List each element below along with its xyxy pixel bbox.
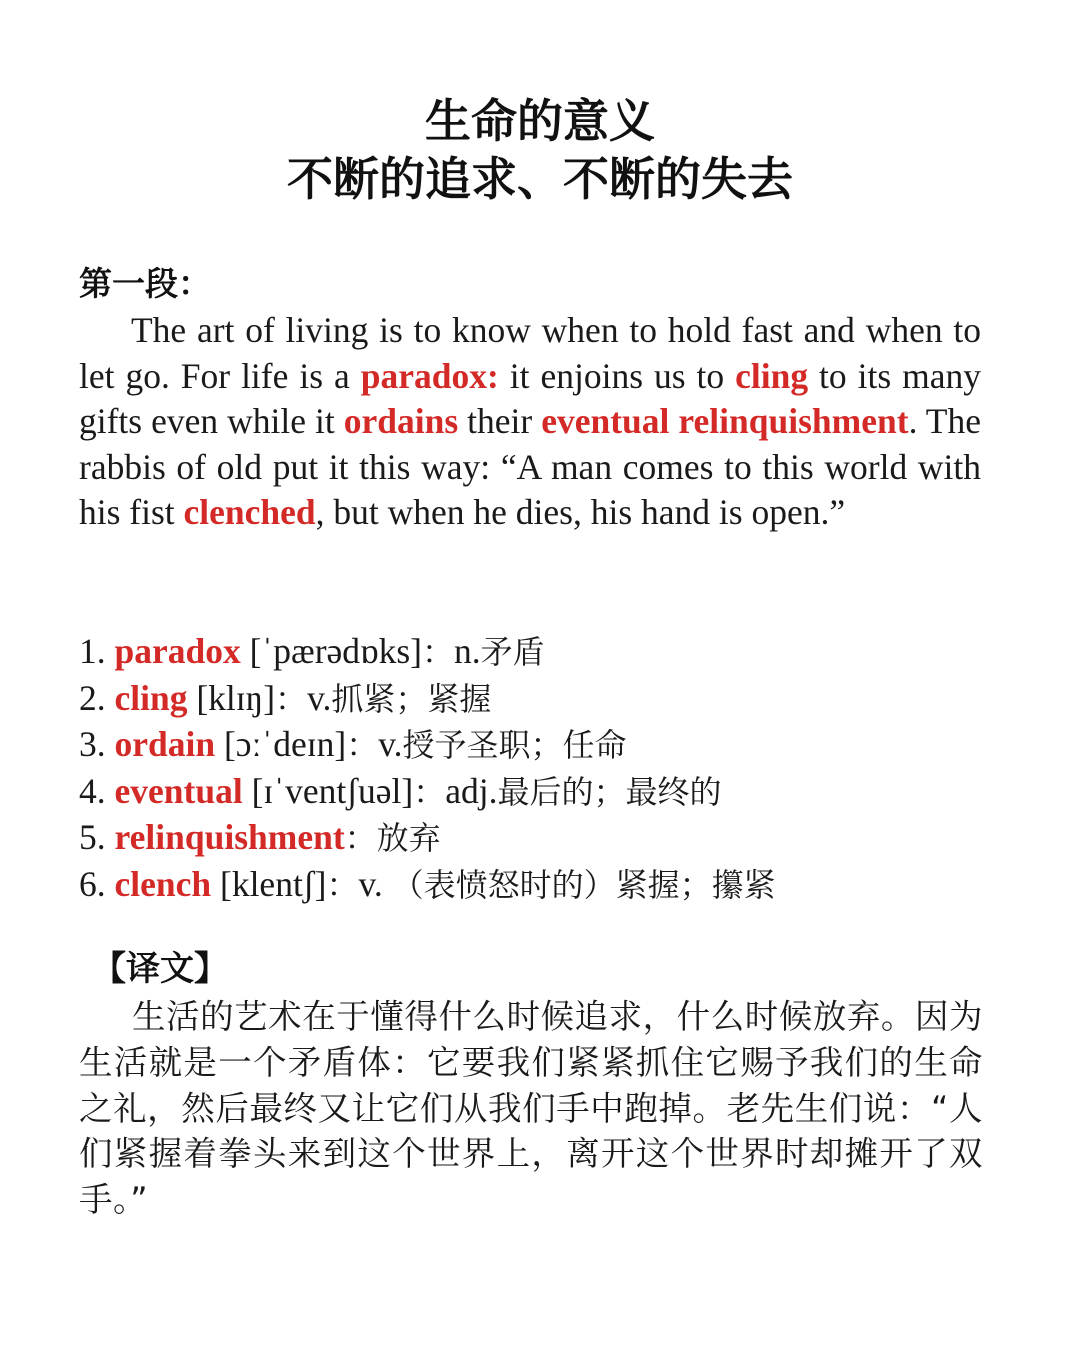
vocab-separator: ： xyxy=(346,726,379,765)
keyword-ordains: ordains xyxy=(343,401,459,442)
vocab-phonetic: [klɪŋ] xyxy=(187,677,276,718)
vocab-phonetic: [ˈpærədɒks] xyxy=(240,631,422,671)
page-title xyxy=(0,92,1080,208)
vocab-definition: 抓紧；紧握 xyxy=(331,679,492,718)
vocab-item xyxy=(79,676,999,723)
vocab-separator: ： xyxy=(344,819,377,858)
vocab-word: ordain xyxy=(114,724,216,765)
vocab-pos: n. xyxy=(454,631,481,671)
vocab-phonetic: [ɪˈventʃuəl] xyxy=(242,770,414,811)
translation-label: 【译文】 xyxy=(92,949,228,989)
vocab-number: 3. xyxy=(79,724,115,765)
vocab-definition: （表愤怒时的）紧握；攥紧 xyxy=(391,865,776,904)
vocab-item xyxy=(79,769,999,816)
title-line-1: 生命的意义 xyxy=(425,94,655,148)
vocab-separator: ： xyxy=(326,865,359,904)
vocab-definition: 最后的；最终的 xyxy=(497,772,722,811)
paragraph-text: , but when he dies, his hand is open.” xyxy=(315,492,846,533)
vocab-number: 6. xyxy=(79,863,115,904)
vocab-number: 5. xyxy=(79,817,115,858)
vocab-item xyxy=(79,629,999,676)
vocab-item xyxy=(79,815,999,862)
vocab-phonetic: [ɔːˈdeɪn] xyxy=(215,724,347,765)
vocab-word: cling xyxy=(114,677,188,718)
keyword-clenched: clenched xyxy=(183,492,316,533)
paragraph-text: The art of living is to know when to hold fast and when to let go. For life is a xyxy=(79,310,981,396)
paragraph-text: . The rabbis of old put it this way: “A man comes to this world with his fist xyxy=(79,401,981,533)
vocab-number: 1. xyxy=(79,631,115,671)
vocab-word: relinquishment xyxy=(114,817,345,858)
vocab-pos: adj. xyxy=(445,770,498,811)
vocab-pos: v. xyxy=(307,677,332,718)
vocab-definition: 矛盾 xyxy=(480,633,545,671)
vocab-separator: ： xyxy=(413,772,446,811)
vocab-separator: ： xyxy=(275,679,308,718)
keyword-cling: cling xyxy=(735,355,809,396)
vocab-word: eventual xyxy=(114,770,243,811)
vocab-definition: 放弃 xyxy=(376,819,441,858)
section-label: 第一段： xyxy=(79,264,211,303)
vocab-number: 2. xyxy=(79,677,115,718)
paragraph-text: their xyxy=(458,401,542,442)
vocab-pos: v. xyxy=(358,863,392,904)
keyword-eventual-relinquishment: eventual relinquishment xyxy=(541,401,909,442)
keyword-paradox: paradox: xyxy=(360,355,499,396)
vocab-definition: 授予圣职；任命 xyxy=(402,726,627,765)
vocabulary-list xyxy=(79,629,999,909)
vocab-item xyxy=(79,862,999,909)
paragraph-text: it enjoins us to xyxy=(498,355,736,396)
vocab-pos: v. xyxy=(378,724,403,765)
translation-paragraph: 生活的艺术在于懂得什么时候追求，什么时候放弃。因为生活就是一个矛盾体：它要我们紧紧抓住它赐予我们的生命之礼，然后最终又让它们从我们手中跑掉。老先生们说：“人们紧握着拳头来到这个世界上，离开这个世界时却摊开了双手。” xyxy=(79,997,983,1220)
title-line-2: 不断的追求、不断的失去 xyxy=(287,152,793,206)
vocab-phonetic: [klentʃ] xyxy=(211,863,327,904)
english-paragraph xyxy=(79,308,981,536)
vocab-number: 4. xyxy=(79,770,115,811)
paragraph-text: to its many gifts even while it xyxy=(79,355,982,442)
vocab-separator: ： xyxy=(421,633,454,671)
vocab-word: clench xyxy=(114,863,212,904)
vocab-word: paradox xyxy=(114,631,241,671)
vocab-item xyxy=(79,722,999,769)
